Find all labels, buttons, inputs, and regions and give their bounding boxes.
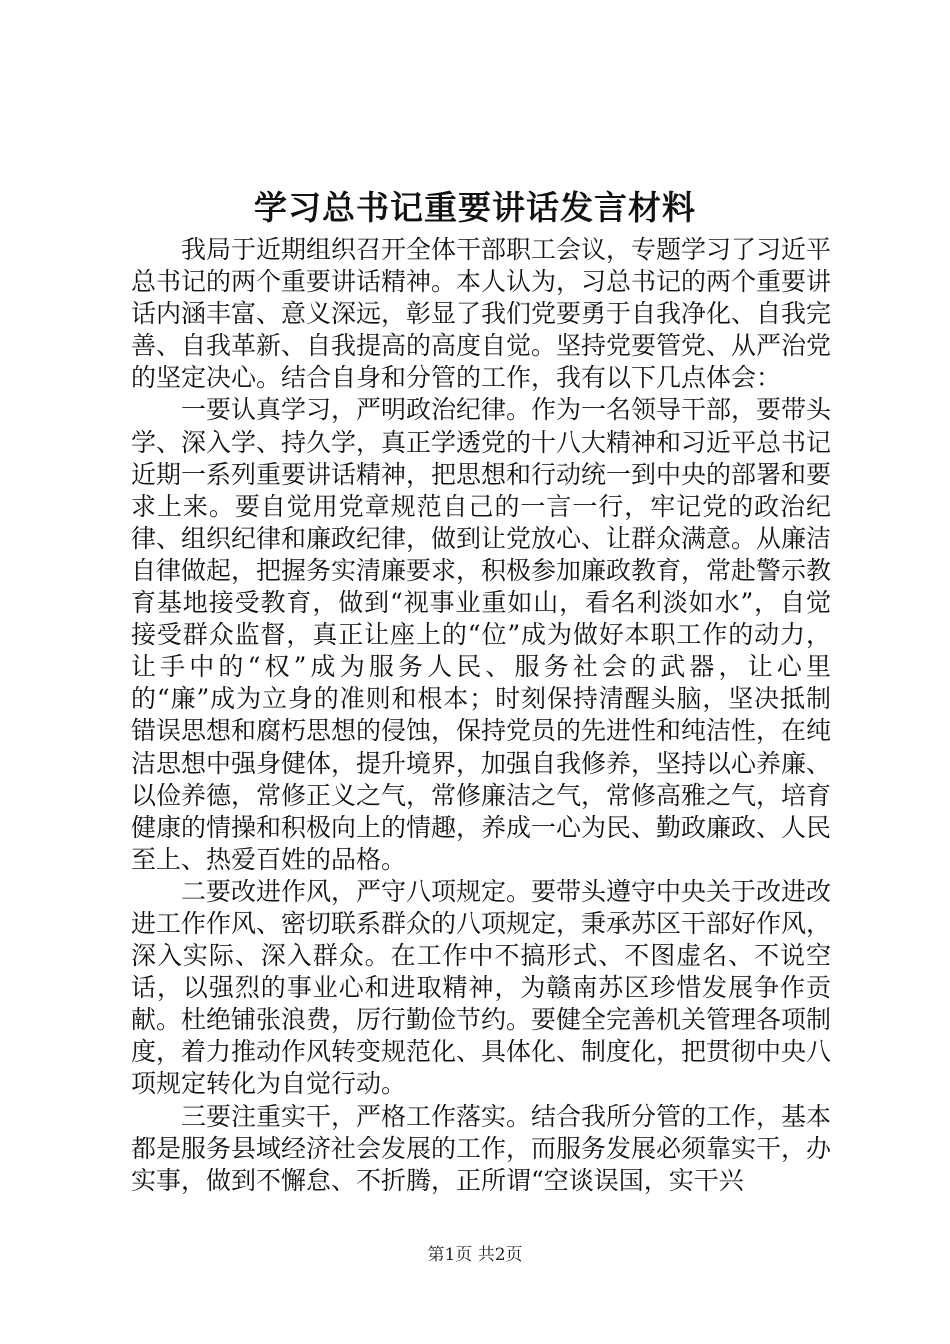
page-number-footer: 第1页 共2页 bbox=[427, 1245, 523, 1265]
paragraph-point-one: 一要认真学习，严明政治纪律。作为一名领导干部，要带头学、深入学、持久学，真正学透党的十八大精神和习近平总书记近期一系列重要讲话精神，把思想和行动统一到中央的部署和要求上来。要自觉用党章规范自己的一言一行，牢记党的政治纪律、组织纪律和廉政纪律，做到让党放心、让群众满意。从廉洁自律做起，把握务实清廉要求，积极参加廉政教育，常赴警示教育基地接受教育，做到“视事业重如山，看名利淡如水”，自觉接受群众监督，真正让座上的“位”成为做好本职工作的动力，让手中的“权”成为服务人民、服务社会的武器，让心里的“廉”成为立身的准则和根本；时刻保持清醒头脑，坚决抵制错误思想和腐朽思想的侵蚀，保持党员的先进性和纯洁性，在纯洁思想中强身健体，提升境界，加强自我修养，坚持以心养廉、以俭养德，常修正义之气，常修廉洁之气，常修高雅之气，培育健康的情操和积极向上的情趣，养成一心为民、勤政廉政、人民至上、热爱百姓的品格。 bbox=[131, 395, 832, 874]
paragraph-point-three: 三要注重实干，严格工作落实。结合我所分管的工作，基本都是服务县域经济社会发展的工作，而服务发展必须靠实干，办实事，做到不懈怠、不折腾，正所谓“空谈误国，实干兴 bbox=[131, 1101, 832, 1195]
document-body bbox=[131, 234, 831, 1197]
document-title: 学习总书记重要讲话发言材料 bbox=[254, 188, 696, 227]
paragraph-point-two: 二要改进作风，严守八项规定。要带头遵守中央关于改进改进工作作风、密切联系群众的八项规定，秉承苏区干部好作风，深入实际、深入群众。在工作中不搞形式、不图虚名、不说空话，以强烈的事业心和进取精神，为赣南苏区珍惜发展争作贡献。杜绝铺张浪费，厉行勤俭节约。要健全完善机关管理各项制度，着力推动作风转变规范化、具体化、制度化，把贯彻中央八项规定转化为自觉行动。 bbox=[131, 876, 832, 1099]
paragraph-intro: 我局于近期组织召开全体干部职工会议，专题学习了习近平总书记的两个重要讲话精神。本人认为，习总书记的两个重要讲话内涵丰富、意义深远，彰显了我们党要勇于自我净化、自我完善、自我革新、自我提高的高度自觉。坚持党要管党、从严治党的坚定决心。结合自身和分管的工作，我有以下几点体会： bbox=[131, 235, 832, 393]
